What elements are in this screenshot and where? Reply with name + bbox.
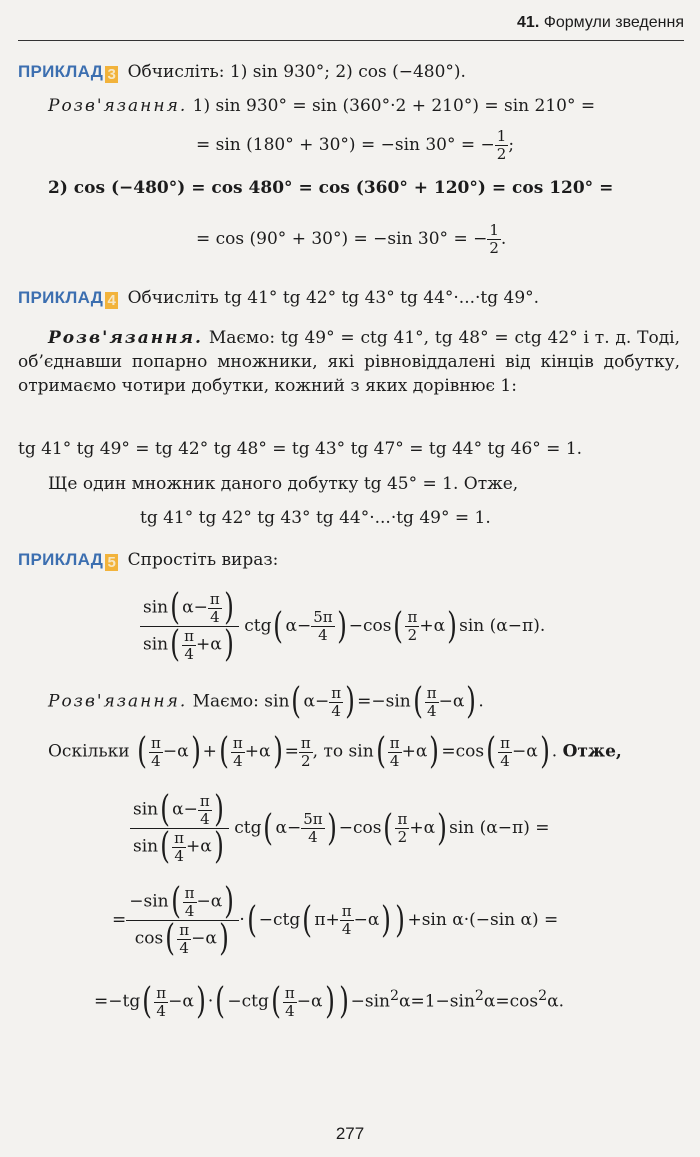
example-3-task: Обчисліть: 1) sin 930°; 2) cos (−480°).: [127, 62, 466, 82]
page-header: [18, 8, 684, 41]
page-number: 277: [335, 1124, 365, 1143]
example-4-heading: ПРИКЛАД 4 Обчисліть tg 41° tg 42° tg 43° tg 44°·...·tg 49°.: [18, 288, 540, 309]
example-4-text-2: Ще один множник даного добутку tg 45° = 1. Отже,: [48, 474, 519, 494]
example-3-heading: ПРИКЛАД 3 Обчисліть: 1) sin 930°; 2) cos (−480°).: [18, 62, 466, 83]
example-3-line-1: Розв'язання. 1) sin 930° = sin (360°·2 + 210°) = sin 210° =: [48, 96, 596, 116]
example-4-equation-2: tg 41° tg 42° tg 43° tg 44°·...·tg 49° = 1.: [140, 508, 491, 528]
example-3-line-2: = sin (180° + 30°) = −sin 30° = − $\frac{1}{2}$ ;: [196, 127, 515, 163]
example-5-task: Спростіть вираз:: [127, 550, 279, 570]
example-3-line-4: = cos (90° + 30°) = −sin 30° = − $\frac{1}{2}$ .: [196, 221, 507, 257]
example-5-heading: ПРИКЛАД 5 Спростіть вираз:: [18, 550, 279, 571]
example-4-task: Обчисліть tg 41° tg 42° tg 43° tg 44°·...·tg 49°.: [127, 288, 540, 308]
example-5-expression: sin( α− $\frac{\pi}{4}$ ) sin( $\frac{\pi}{4}$ +α) ctg( α− $\frac{5\pi}{4}$ ) −cos( $\frac{\pi}{2}$ +α) sin (α−π).: [140, 590, 545, 663]
example-5-solution-line-2: Оскільки ( $\frac{\pi}{4}$ −α) +( $\frac{\pi}{4}$ +α) = $\frac{\pi}{2}$ , то sin( $\frac{\pi}{4}$ +α) =cos( $\frac{\pi}{4}$ −α) . Отже,: [48, 731, 622, 772]
example-3-line-3: 2) cos (−480°) = cos 480° = cos (360° + 120°) = cos 120° =: [48, 178, 614, 198]
example-5-transform-3: =−tg( $\frac{\pi}{4}$ −α) ·( −ctg( $\frac{\pi}{4}$ −α) ) $-\sin^2\alpha=1-\sin^2\alpha=\cos^2\alpha$.: [94, 981, 565, 1022]
example-5-transform-1: sin( α− $\frac{\pi}{4}$ ) sin( $\frac{\pi}{4}$ +α) ctg( α− $\frac{5\pi}{4}$ ) −cos( $\frac{\pi}{2}$ +α) sin (α−π) =: [130, 792, 550, 865]
example-4-equation-1: tg 41° tg 49° = tg 42° tg 48° = tg 43° tg 47° = tg 44° tg 46° = 1.: [18, 439, 583, 459]
example-5-solution-line-1: Розв'язання. Маємо: sin( α− $\frac{\pi}{4}$ ) =−sin( $\frac{\pi}{4}$ −α) .: [48, 681, 484, 722]
example-4-solution: Розв'язання. Маємо: tg 49° = ctg 41°, tg 48° = ctg 42° і т. д. Тоді, об’єднавши попарно множники, які рівновіддалені від кінців добутку, отримаємо чотири добутки, кожний з яких дорівнює 1:: [18, 328, 681, 396]
example-5-transform-2: = −sin( $\frac{\pi}{4}$ −α) cos( $\frac{\pi}{4}$ −α) ·( −ctg( π+ $\frac{\pi}{4}$ −α) ) +sin α·(−sin α) =: [112, 881, 559, 959]
section-title: 41. Формули зведення: [517, 14, 684, 31]
